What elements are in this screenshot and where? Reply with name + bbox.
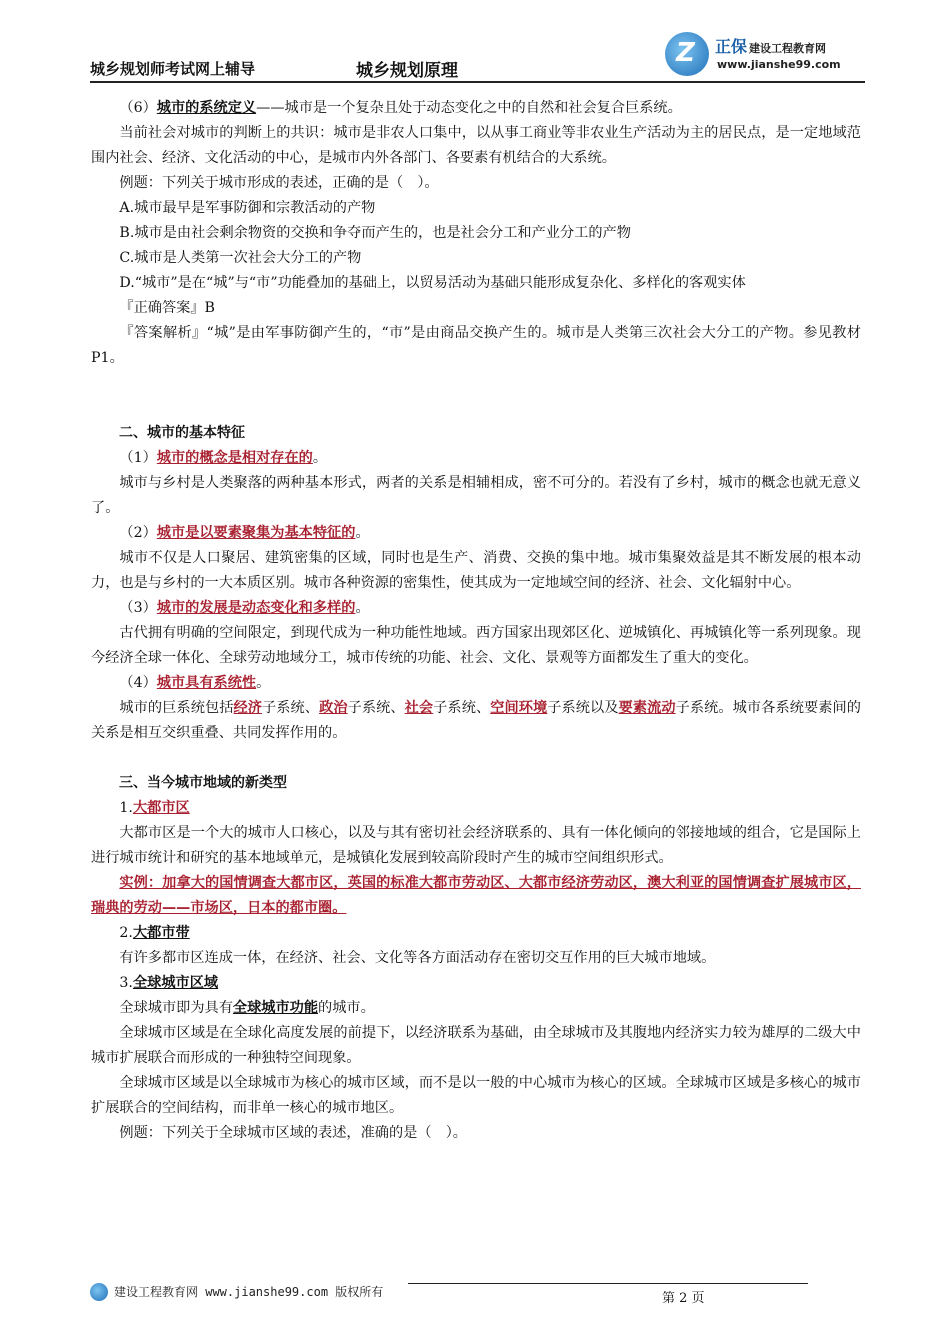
question-1-option-a: A.城市最早是军事防御和宗教活动的产物 bbox=[119, 200, 376, 216]
page-header bbox=[90, 28, 865, 84]
logo-brand: 正保 建设工程教育网 bbox=[715, 37, 827, 56]
page-footer bbox=[90, 1280, 810, 1306]
type-3-body-2: 全球城市区域是在全球化高度发展的前提下，以经济联系为基础，由全球城市及其腹地内经济实力较为雄厚的二级大中城市扩展联合而形成的一种独特空间现象。 bbox=[91, 1025, 861, 1066]
feature-2-body: 城市不仅是人口聚居、建筑密集的区域，同时也是生产、消费、交换的集中地。城市集聚效益是其不断发展的根本动力，也是与乡村的一大本质区别。城市各种资源的密集性，使其成为一定地域空间的经济、社会、文化辐射中心。 bbox=[91, 550, 861, 591]
question-1-option-c: C.城市是人类第一次社会大分工的产物 bbox=[119, 250, 362, 266]
type-3-heading: 3.全球城市区域 bbox=[119, 975, 219, 991]
feature-3-body: 古代拥有明确的空间限定，到现代成为一种功能性地域。西方国家出现郊区化、逆城镇化、再城镇化等一系列现象。现今经济全球一体化、全球劳动地域分工，城市传统的功能、社会、文化、景观等方面都发生了重大的变化。 bbox=[91, 625, 861, 666]
type-1-example: 实例：加拿大的国情调查大都市区，英国的标准大都市劳动区、大都市经济劳动区，澳大利亚的国情调查扩展城市区，瑞典的劳动——市场区，日本的都市圈。 bbox=[91, 875, 861, 916]
feature-1-body: 城市与乡村是人类聚落的两种基本形式，两者的关系是相辅相成，密不可分的。若没有了乡村，城市的概念也就无意义了。 bbox=[91, 475, 861, 516]
question-1-answer: 『正确答案』B bbox=[119, 300, 215, 316]
type-1-body: 大都市区是一个大的城市人口核心，以及与其有密切社会经济联系的、具有一体化倾向的邻接地域的组合，它是国际上进行城市统计和研究的基本地域单元，是城镇化发展到较高阶段时产生的城市空间组织形式。 bbox=[91, 825, 861, 866]
footer-logo-icon bbox=[90, 1283, 108, 1301]
page-number: 第 2 页 bbox=[662, 1291, 705, 1306]
section-2-title: 二、城市的基本特征 bbox=[119, 425, 245, 441]
logo-url: www.jianshe99.com bbox=[717, 58, 841, 71]
document-body bbox=[91, 96, 861, 1146]
para-system-definition: （6）城市的系统定义——城市是一个复杂且处于动态变化之中的自然和社会复合巨系统。 bbox=[119, 100, 682, 116]
section-3-title: 三、当今城市地域的新类型 bbox=[119, 775, 287, 791]
type-3-body-1: 全球城市即为具有全球城市功能的城市。 bbox=[119, 1000, 375, 1016]
question-1-analysis: 『答案解析』“城”是由军事防御产生的，“市”是由商品交换产生的。城市是人类第三次社会大分工的产物。参见教材P1。 bbox=[91, 325, 861, 366]
feature-4-body: 城市的巨系统包括经济子系统、政治子系统、社会子系统、空间环境子系统以及要素流动子系统。城市各系统要素间的关系是相互交织重叠、共同发挥作用的。 bbox=[91, 700, 861, 741]
logo-z-icon: Z bbox=[665, 32, 709, 76]
question-2: 例题：下列关于全球城市区域的表述，准确的是（ ）。 bbox=[119, 1125, 467, 1141]
feature-4-heading: （4）城市具有系统性。 bbox=[119, 675, 271, 691]
footer-divider bbox=[408, 1283, 808, 1284]
feature-1-heading: （1）城市的概念是相对存在的。 bbox=[119, 450, 328, 466]
footer-copyright: 建设工程教育网 www.jianshe99.com 版权所有 bbox=[114, 1285, 384, 1299]
question-1-option-b: B.城市是由社会剩余物资的交换和争夺而产生的，也是社会分工和产业分工的产物 bbox=[119, 225, 631, 241]
feature-2-heading: （2）城市是以要素聚集为基本特征的。 bbox=[119, 525, 370, 541]
feature-3-heading: （3）城市的发展是动态变化和多样的。 bbox=[119, 600, 370, 616]
type-2-heading: 2.大都市带 bbox=[119, 925, 190, 941]
question-1: 例题：下列关于城市形成的表述，正确的是（ ）。 bbox=[119, 175, 439, 191]
para-consensus: 当前社会对城市的判断上的共识：城市是非农人口集中，以从事工商业等非农业生产活动为主的居民点，是一定地域范围内社会、经济、文化活动的中心，是城市内外各部门、各要素有机结合的大系统。 bbox=[91, 125, 861, 166]
type-2-body: 有许多都市区连成一体，在经济、社会、文化等各方面活动存在密切交互作用的巨大城市地域。 bbox=[119, 950, 716, 966]
header-left-title: 城乡规划师考试网上辅导 bbox=[90, 60, 256, 78]
header-mid-title: 城乡规划原理 bbox=[356, 61, 458, 81]
type-1-heading: 1.大都市区 bbox=[119, 800, 190, 816]
question-1-option-d: D.“城市”是在“城”与“市”功能叠加的基础上，以贸易活动为基础只能形成复杂化、多样化的客观实体 bbox=[119, 275, 746, 291]
header-divider bbox=[90, 81, 865, 83]
site-logo[interactable] bbox=[665, 28, 865, 78]
type-3-body-3: 全球城市区域是以全球城市为核心的城市区域，而不是以一般的中心城市为核心的区域。全球城市区域是多核心的城市扩展联合的空间结构，而非单一核心的城市地区。 bbox=[91, 1075, 861, 1116]
